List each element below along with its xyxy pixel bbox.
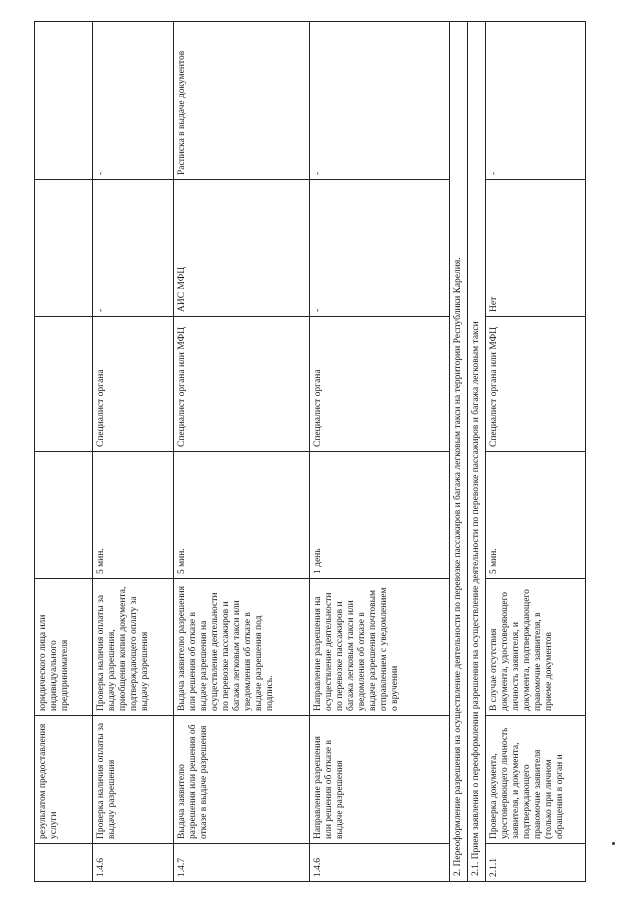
step-result-form: - bbox=[310, 22, 450, 180]
step-result-form: Расписка в выдаче документов bbox=[174, 22, 310, 180]
step-executor: Специалист органа или МФЦ bbox=[486, 317, 586, 452]
step-result-form: - bbox=[93, 22, 174, 180]
subsection-heading-row bbox=[468, 22, 486, 882]
rotated-page bbox=[34, 22, 594, 882]
step-name: Направление разрешения или решения об отказе в выдаче разрешения bbox=[310, 716, 450, 844]
step-result-form: - bbox=[486, 22, 586, 180]
step-executor: Специалист органа bbox=[93, 317, 174, 452]
row-number: 1.4.6 bbox=[310, 844, 450, 882]
step-name: Проверка документа, удостоверяющего личность заявителя, и документа, подтверждающего правомочие заявителя (только при личном обращении в орган и bbox=[486, 716, 586, 844]
section-heading-row bbox=[450, 22, 468, 882]
step-description: В случае отсутствия документа, удостоверяющего личность заявителя, и документа, подтверждающего правомочие заявителя, в приеме документов bbox=[486, 579, 586, 716]
step-resources: - bbox=[310, 180, 450, 317]
step-description: Проверка наличия оплаты за выдачу разрешения, приобщения копии документа, подтверждающего оплату за выдачу разрешения bbox=[93, 579, 174, 716]
row-number bbox=[35, 844, 93, 882]
row-number: 1.4.6 bbox=[93, 844, 174, 882]
step-duration bbox=[35, 452, 93, 579]
step-resources bbox=[35, 180, 93, 317]
step-executor: Специалист органа или МФЦ bbox=[174, 317, 310, 452]
step-resources: АИС МФЦ bbox=[174, 180, 310, 317]
table-row bbox=[486, 22, 586, 882]
step-description: Выдача заявителю разрешения или решения об отказе в выдаче разрешения на осуществление деятельности по перевозке пассажиров и багажа легковым такси или уведомления об отказе в выдаче разрешения под подпись. bbox=[174, 579, 310, 716]
section-2-heading: 2. Переоформление разрешения на осуществление деятельности по перевозке пассажиров и багажа легковым такси на территории Республики Карелия. bbox=[450, 22, 468, 882]
table-row bbox=[310, 22, 450, 882]
step-resources: - bbox=[93, 180, 174, 317]
step-name: результатом предоставления услуги bbox=[35, 716, 93, 844]
step-duration: 5 мин. bbox=[174, 452, 310, 579]
step-duration: 5 мин. bbox=[486, 452, 586, 579]
table-row bbox=[174, 22, 310, 882]
step-name: Проверка наличия оплаты за выдачу разрешения bbox=[93, 716, 174, 844]
section-2-1-heading: 2.1. Прием заявления о переоформлении разрешения на осуществление деятельности по перевозке пассажиров и багажа легковым такси bbox=[468, 22, 486, 882]
step-result-form bbox=[35, 22, 93, 180]
step-name: Выдача заявителю разрешения или решения об отказе в выдаче разрешения bbox=[174, 716, 310, 844]
step-executor bbox=[35, 317, 93, 452]
process-table bbox=[34, 21, 586, 882]
row-number: 1.4.7 bbox=[174, 844, 310, 882]
scan-speck bbox=[612, 842, 615, 845]
step-executor: Специалист органа bbox=[310, 317, 450, 452]
table-row bbox=[35, 22, 93, 882]
row-number: 2.1.1 bbox=[486, 844, 586, 882]
step-description: юридического лица или индивидуального предпринимателя bbox=[35, 579, 93, 716]
step-resources: Нет bbox=[486, 180, 586, 317]
step-description: Направление разрешения на осуществление деятельности по перевозке пассажиров и багажа легковым такси или уведомления об отказе в выдаче разрешения почтовым отправлением с уведомлением о вручении bbox=[310, 579, 450, 716]
step-duration: 5 мин. bbox=[93, 452, 174, 579]
table-row bbox=[93, 22, 174, 882]
step-duration: 1 день bbox=[310, 452, 450, 579]
